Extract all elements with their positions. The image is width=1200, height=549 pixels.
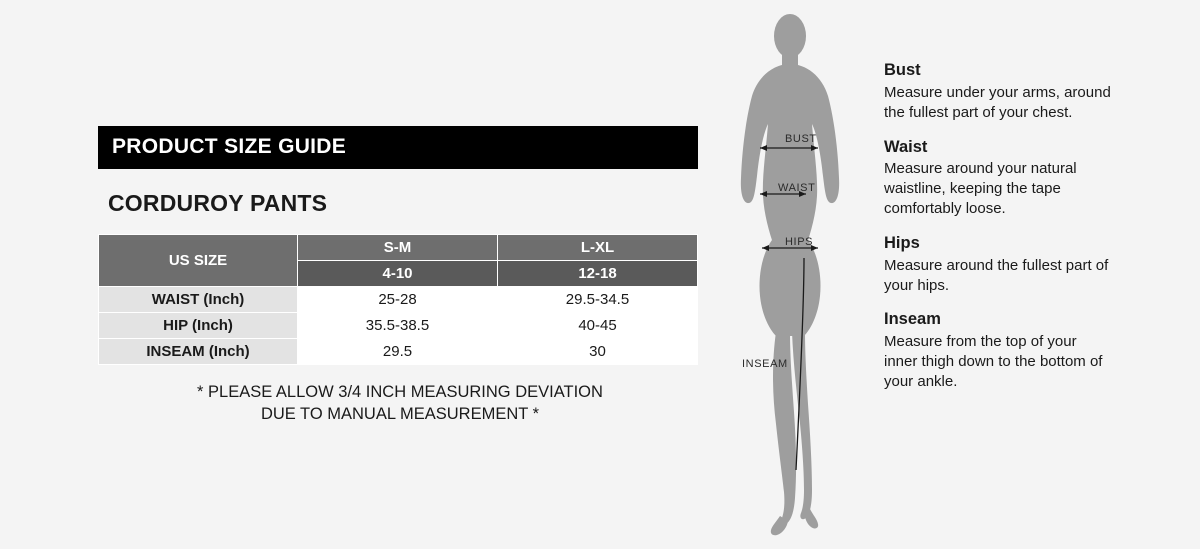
- row-label-inseam: INSEAM (Inch): [99, 339, 298, 365]
- cell-inseam-sm: 29.5: [298, 339, 498, 365]
- instruction-waist-body: Measure around your natural waistline, keeping the tape comfortably loose.: [884, 160, 1077, 217]
- cell-hip-lxl: 40-45: [498, 313, 698, 339]
- instruction-hips-body: Measure around the fullest part of your hips.: [884, 256, 1109, 294]
- cell-waist-sm: 25-28: [298, 287, 498, 313]
- instruction-bust-body: Measure under your arms, around the fullest part of your chest.: [884, 83, 1111, 121]
- product-name: CORDUROY PANTS: [108, 190, 328, 216]
- female-silhouette-icon: [700, 0, 880, 544]
- table-col-range-1: 12-18: [498, 261, 698, 287]
- table-row-header-size: [99, 235, 698, 261]
- table-col-header-0: S-M: [298, 235, 498, 261]
- row-label-waist: WAIST (Inch): [99, 287, 298, 313]
- instruction-waist: [884, 137, 1114, 219]
- instruction-waist-title: Waist: [884, 137, 928, 156]
- instruction-bust: [884, 60, 1114, 123]
- measurement-note: [100, 381, 700, 426]
- figure-label-waist: WAIST: [778, 182, 816, 194]
- figure-label-hips: HIPS: [785, 236, 814, 248]
- size-guide-panel: [98, 126, 698, 426]
- table-col-header-1: L-XL: [498, 235, 698, 261]
- cell-inseam-lxl: 30: [498, 339, 698, 365]
- table-col-range-0: 4-10: [298, 261, 498, 287]
- instruction-inseam: [884, 309, 1114, 391]
- cell-waist-lxl: 29.5-34.5: [498, 287, 698, 313]
- table-row: [99, 287, 698, 313]
- measurement-note-line2: DUE TO MANUAL MEASUREMENT *: [260, 405, 540, 424]
- row-label-hip: HIP (Inch): [99, 313, 298, 339]
- table-row: [99, 313, 698, 339]
- size-table: [98, 234, 698, 365]
- table-corner-label: US SIZE: [99, 235, 298, 287]
- table-row: [99, 339, 698, 365]
- instruction-hips: [884, 233, 1114, 296]
- measurement-note-line1: * PLEASE ALLOW 3/4 INCH MEASURING DEVIATION: [197, 383, 603, 401]
- figure-label-bust: BUST: [785, 133, 817, 145]
- instruction-inseam-title: Inseam: [884, 310, 941, 329]
- body-figure: [700, 0, 880, 544]
- instruction-hips-title: Hips: [884, 233, 920, 252]
- measurement-instructions: [884, 60, 1114, 406]
- instruction-bust-title: Bust: [884, 61, 921, 79]
- cell-hip-sm: 35.5-38.5: [298, 313, 498, 339]
- instruction-inseam-body: Measure from the top of your inner thigh down to the bottom of your ankle.: [884, 333, 1103, 390]
- page-title: PRODUCT SIZE GUIDE: [98, 126, 698, 169]
- figure-label-inseam: INSEAM: [742, 358, 788, 370]
